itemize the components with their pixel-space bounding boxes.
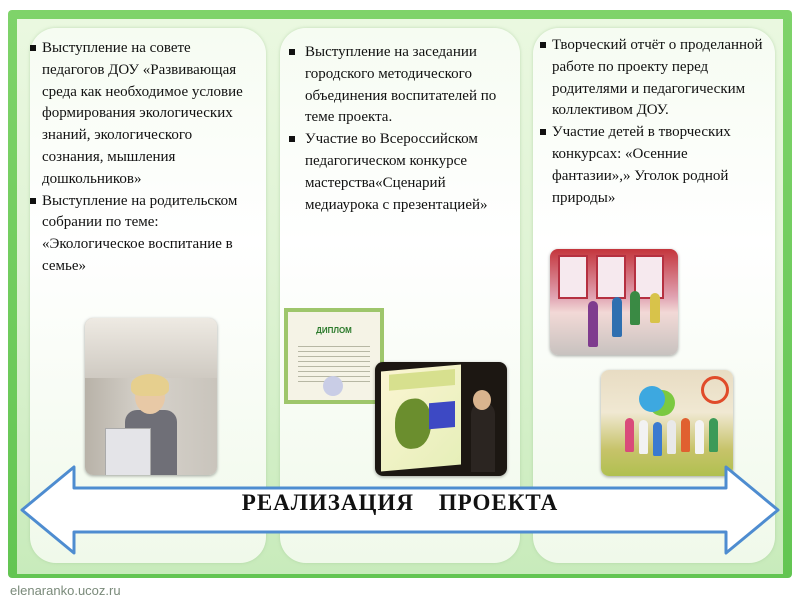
dance-photo bbox=[550, 249, 678, 355]
right-list bbox=[538, 35, 766, 209]
diploma-image bbox=[284, 308, 384, 404]
watermark: elenaranko.ucoz.ru bbox=[10, 583, 121, 598]
list-item: Участие во Всероссийском педагогическом конкурсе мастерства«Сценарий медиаурока с презентацией» bbox=[287, 129, 511, 216]
left-list bbox=[28, 38, 252, 278]
banner-title: РЕАЛИЗАЦИЯ ПРОЕКТА bbox=[241, 490, 559, 515]
gym-photo bbox=[601, 370, 733, 476]
list-item: Выступление на родительском собрании по теме: «Экологическое воспитание в семье» bbox=[28, 191, 252, 278]
diploma-title: ДИПЛОМ bbox=[316, 326, 352, 335]
list-item: Выступление на совете педагогов ДОУ «Развивающая среда как необходимое условие формирования экологических знаний, экологического сознания, мышления дошкольников» bbox=[28, 38, 252, 191]
middle-list bbox=[287, 42, 511, 216]
presentation-photo bbox=[375, 362, 507, 476]
list-item: Творческий отчёт о проделанной работе по проекту перед родителями и педагогическим коллективом ДОУ. bbox=[538, 35, 766, 122]
speaker-photo bbox=[85, 318, 217, 475]
list-item: Участие детей в творческих конкурсах: «Осенние фантазии»,» Уголок родной природы» bbox=[538, 122, 766, 209]
list-item: Выступление на заседании городского методического объединения воспитателей по теме проекта. bbox=[287, 42, 511, 129]
